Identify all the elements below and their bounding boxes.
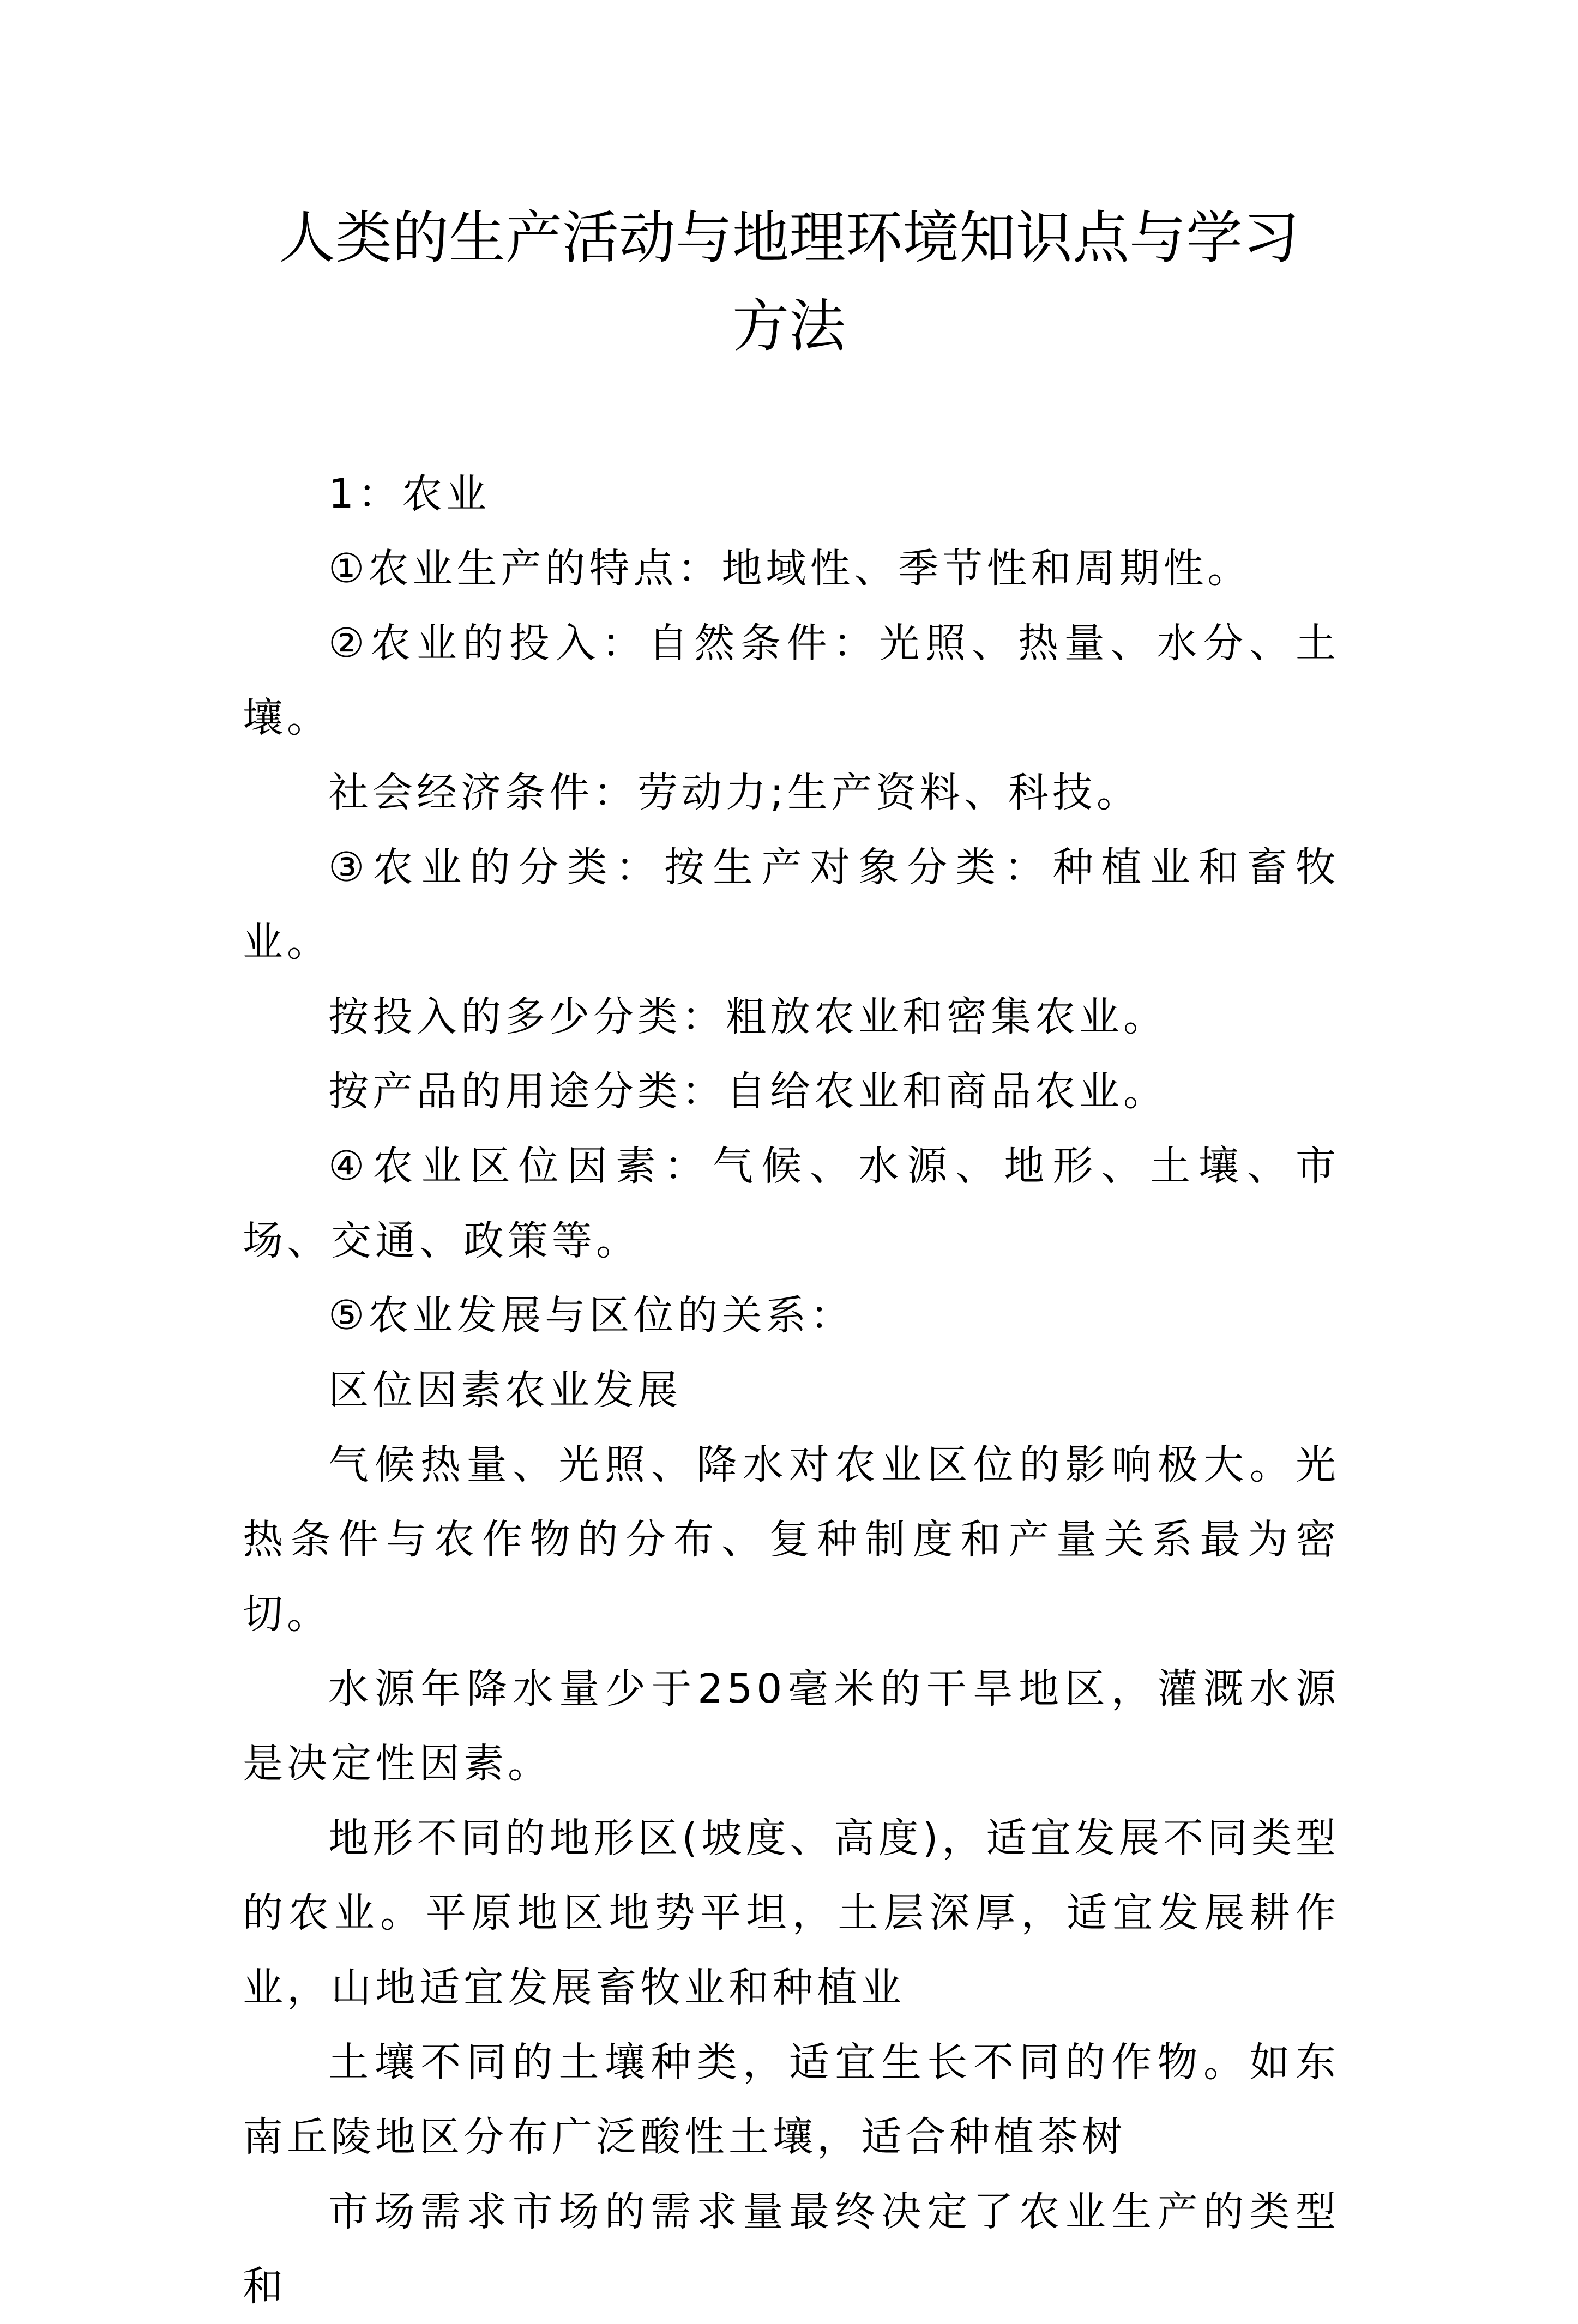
paragraph: 区位因素农业发展 [328, 1367, 682, 1414]
paragraph: 气候热量、光照、降水对农业区位的影响极大。光热条件与农作物的分布、复种制度和产量关系最为密切。 [243, 1441, 1340, 1638]
paragraph: ①农业生产的特点：地域性、季节性和周期性。 [328, 545, 1252, 592]
paragraph: 地形不同的地形区(坡度、高度)，适宜发展不同类型的农业。平原地区地势平坦，土层深厚，适宜发展耕作业，山地适宜发展畜牧业和种植业 [243, 1815, 1340, 2011]
paragraph: ③农业的分类：按生产对象分类：种植业和畜牧业。 [243, 844, 1340, 965]
document-body [243, 457, 1340, 2324]
paragraph: 土壤不同的土壤种类，适宜生长不同的作物。如东南丘陵地区分布广泛酸性土壤，适合种植茶树 [243, 2039, 1340, 2160]
title-line-2: 方法 [732, 293, 846, 359]
paragraph: 按产品的用途分类：自给农业和商品农业。 [328, 1068, 1167, 1115]
paragraph: 市场需求市场的需求量最终决定了农业生产的类型和 [243, 2188, 1340, 2310]
paragraph: ②农业的投入：自然条件：光照、热量、水分、土壤。 [243, 620, 1340, 741]
paragraph: 按投入的多少分类：粗放农业和密集农业。 [328, 993, 1167, 1040]
document-title [240, 194, 1338, 370]
paragraph: 水源年降水量少于250毫米的干旱地区，灌溉水源是决定性因素。 [243, 1665, 1340, 1787]
paragraph: ⑤农业发展与区位的关系： [328, 1292, 854, 1339]
title-line-1: 人类的生产活动与地理环境知识点与学习 [278, 204, 1299, 271]
paragraph-section-heading: 1：农业 [328, 470, 491, 517]
paragraph: ④农业区位因素：气候、水源、地形、土壤、市场、交通、政策等。 [243, 1143, 1340, 1264]
paragraph: 社会经济条件：劳动力;生产资料、科技。 [328, 769, 1141, 816]
